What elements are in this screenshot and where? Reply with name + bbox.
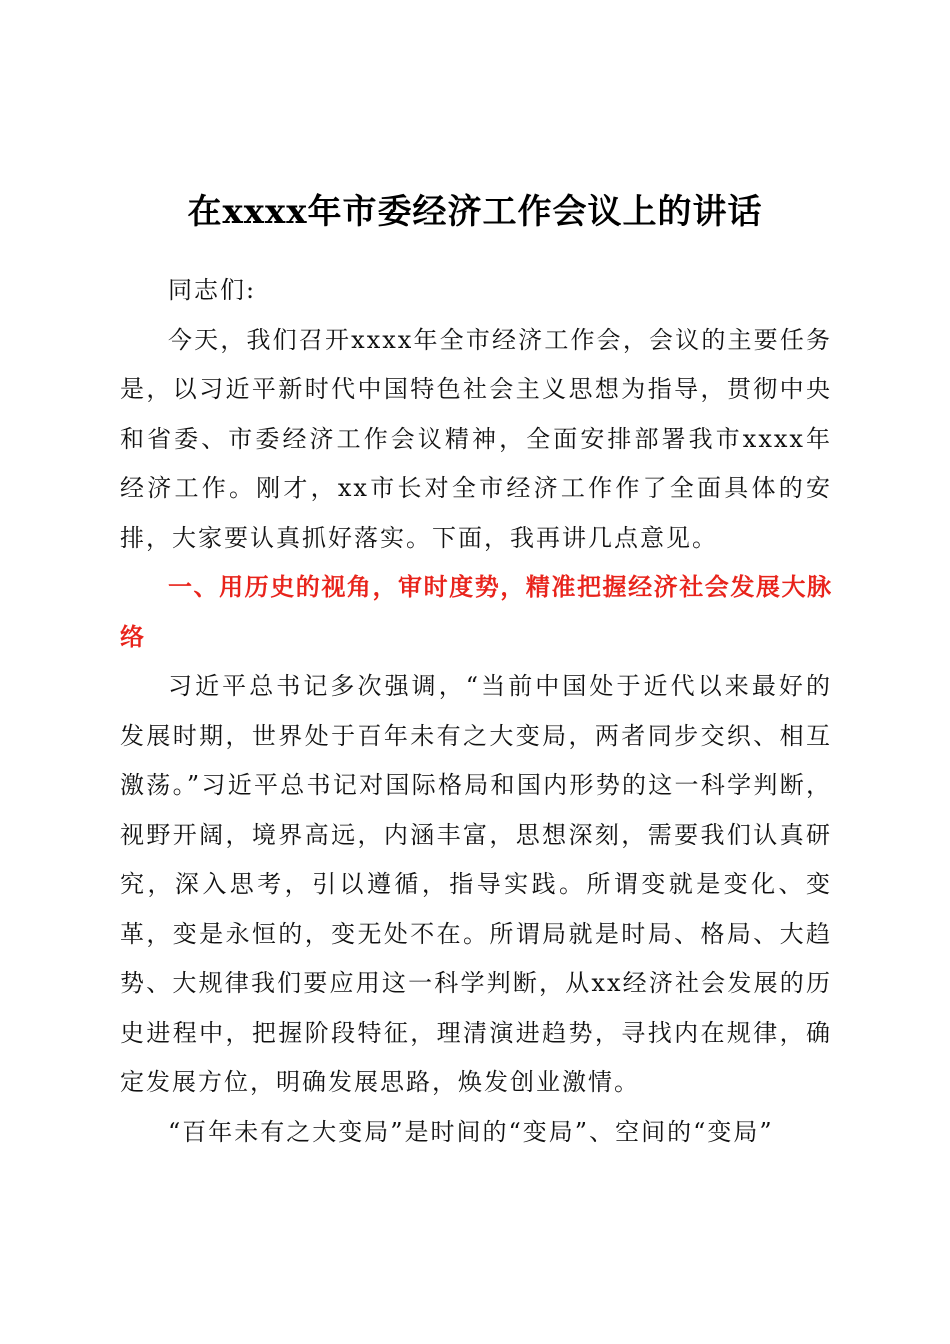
salutation: 同志们: <box>168 276 257 304</box>
paragraph-continued: “百年未有之大变局”是时间的“变局”、空间的“变局” <box>168 1117 774 1146</box>
document-title: 在xxxx年市委经济工作会议上的讲话 <box>187 192 763 232</box>
paragraph-section-1: 习近平总书记多次强调，“当前中国处于近代以来最好的发展时期，世界处于百年未有之大变局，两者同步交织、相互激荡。”习近平总书记对国际格局和国内形势的这一科学判断，视野开阔，境界高远，内涵丰富，思想深刻，需要我们认真研究，深入思考，引以遵循，指导实践。所谓变就是变化、变革，变是永恒的，变无处不在。所谓局就是时局、格局、大趋势、大规律我们要应用这一科学判断，从xx经济社会发展的历史进程中，把握阶段特征，理清演进趋势，寻找内在规律，确定发展方位，明确发展思路，焕发创业激情。 <box>120 672 832 1096</box>
document-body <box>120 266 832 1157</box>
section-heading-1: 一、用历史的视角，审时度势，精准把握经济社会发展大脉络 <box>120 573 832 651</box>
paragraph-intro: 今天，我们召开xxxx年全市经济工作会，会议的主要任务是，以习近平新时代中国特色社会主义思想为指导，贯彻中央和省委、市委经济工作会议精神，全面安排部署我市xxxx年经济工作。刚才，xx市长对全市经济工作作了全面具体的安排，大家要认真抓好落实。下面，我再讲几点意见。 <box>120 325 832 552</box>
